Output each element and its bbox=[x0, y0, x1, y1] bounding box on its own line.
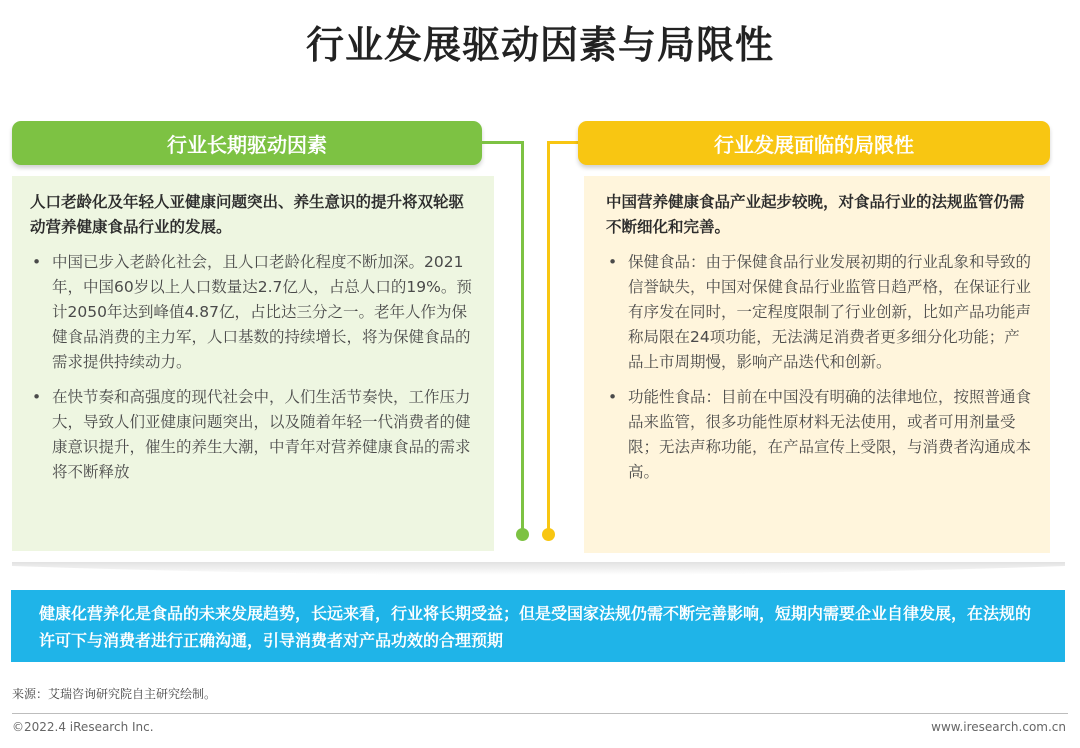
conclusion-text: 健康化营养化是食品的未来发展趋势，长远来看，行业将长期受益；但是受国家法规仍需不断完善影响，短期内需要企业自律发展，在法规的许可下与消费者进行正确沟通，引导消费者对产品功效的合理预期 bbox=[39, 604, 1032, 650]
page-title: 行业发展驱动因素与局限性 bbox=[305, 23, 774, 67]
left-panel-lead: 人口老龄化及年轻人亚健康问题突出、养生意识的提升将双轮驱动营养健康食品行业的发展。 bbox=[30, 193, 465, 236]
right-panel-body bbox=[584, 176, 1050, 553]
bullet-icon: • bbox=[32, 388, 42, 406]
list-item-text: 功能性食品：目前在中国没有明确的法律地位，按照普通食品来监管，很多功能性原材料无法使用，或者可用剂量受限；无法声称功能，在产品宣传上受限，与消费者沟通成本高。 bbox=[628, 388, 1032, 481]
bullet-icon: • bbox=[608, 253, 618, 271]
shadow-band bbox=[12, 562, 1065, 582]
left-panel-body bbox=[12, 176, 494, 551]
left-panel-header-label: 行业长期驱动因素 bbox=[167, 132, 327, 157]
bullet-icon: • bbox=[608, 388, 618, 406]
left-panel-header bbox=[12, 121, 482, 165]
source-note: 来源：艾瑞咨询研究院自主研究绘制。 bbox=[12, 687, 217, 701]
list-item bbox=[30, 385, 478, 485]
right-connector-dot bbox=[542, 528, 555, 541]
right-panel-header-label: 行业发展面临的局限性 bbox=[714, 132, 914, 157]
list-item-text: 中国已步入老龄化社会，且人口老龄化程度不断加深。2021年，中国60岁以上人口数量达2.7亿人，占总人口的19%。预计2050年达到峰值4.87亿，占比达三分之一。老年人作为保健食品消费的主力军，人口基数的持续增长，将为保健食品的需求提供持续动力。 bbox=[52, 253, 472, 371]
left-connector-line bbox=[521, 141, 524, 534]
list-item bbox=[606, 250, 1034, 375]
bullet-icon: • bbox=[32, 253, 42, 271]
right-panel-header bbox=[578, 121, 1050, 165]
right-connector-line bbox=[547, 141, 550, 534]
right-bullet-list bbox=[606, 250, 1034, 485]
left-connector-dot bbox=[516, 528, 529, 541]
copyright-text: ©2022.4 iResearch Inc. bbox=[12, 720, 154, 734]
right-panel-lead: 中国营养健康食品产业起步较晚，对食品行业的法规监管仍需不断细化和完善。 bbox=[606, 193, 1025, 236]
list-item-text: 保健食品：由于保健食品行业发展初期的行业乱象和导致的信誉缺失，中国对保健食品行业监管日趋严格，在保证行业有序发在同时，一定程度限制了行业创新，比如产品功能声称局限在24项功能，无法满足消费者更多细分化功能；产品上市周期慢，影响产品迭代和创新。 bbox=[628, 253, 1032, 371]
left-connector-horizontal bbox=[482, 141, 524, 144]
list-item bbox=[30, 250, 478, 375]
left-bullet-list bbox=[30, 250, 478, 485]
conclusion-banner bbox=[11, 590, 1065, 662]
list-item-text: 在快节奏和高强度的现代社会中，人们生活节奏快，工作压力大，导致人们亚健康问题突出，以及随着年轻一代消费者的健康意识提升，催生的养生大潮，中青年对营养健康食品的需求将不断释放 bbox=[52, 388, 471, 481]
right-connector-horizontal bbox=[547, 141, 579, 144]
website-link[interactable]: www.iresearch.com.cn bbox=[931, 720, 1066, 734]
footer-divider bbox=[12, 713, 1068, 714]
list-item bbox=[606, 385, 1034, 485]
